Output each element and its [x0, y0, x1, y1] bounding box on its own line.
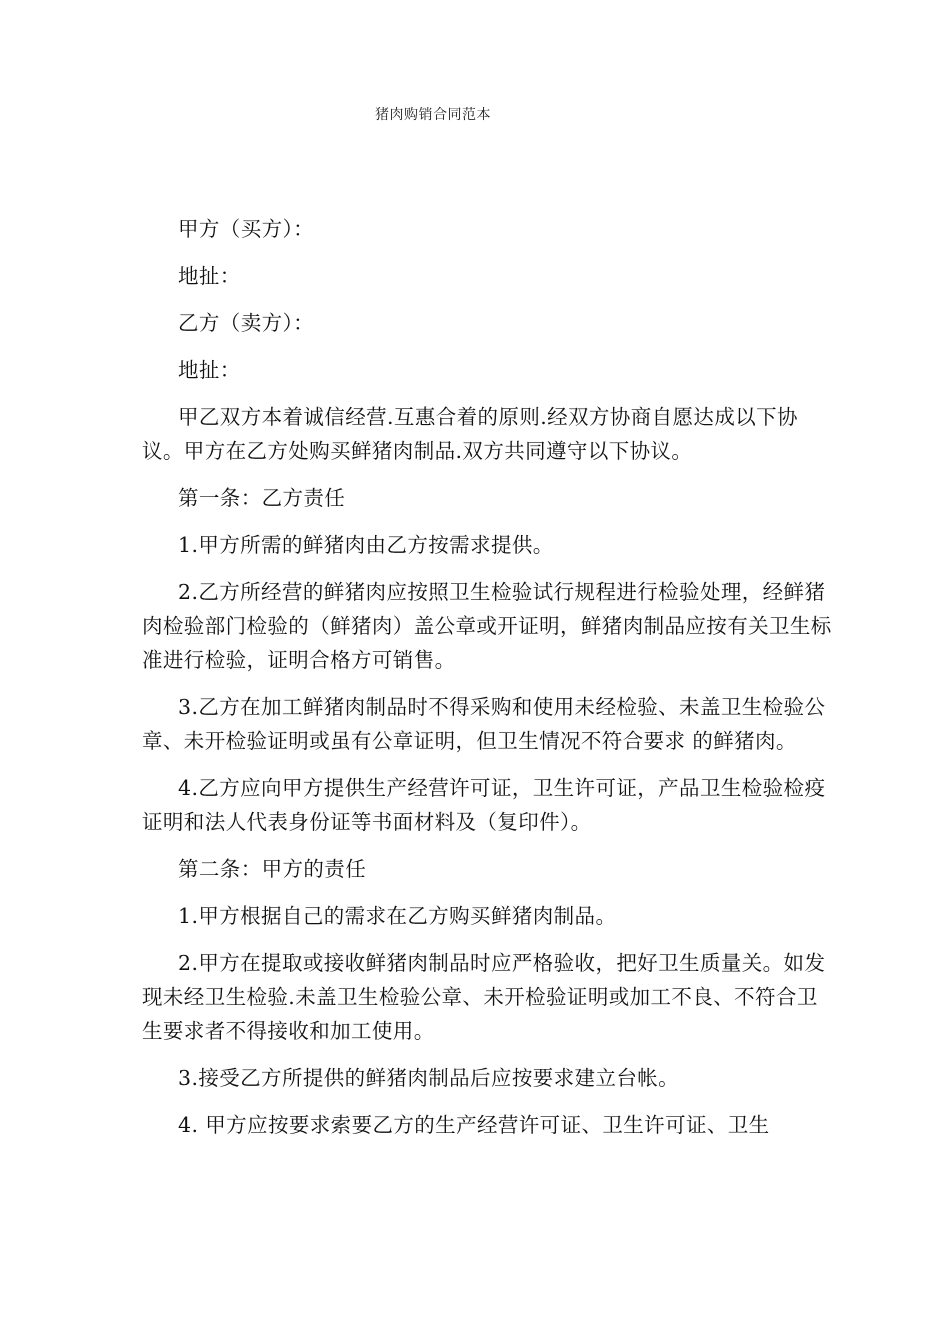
article-one-clause-1: 1.甲方所需的鲜猪肉由乙方按需求提供。 [178, 533, 554, 557]
preamble-paragraph: 甲乙双方本着诚信经营.互惠合着的原则.经双方协商自愿达成以下协议。甲方在乙方处购买鲜猪肉制品.双方共同遵守以下协议。 [142, 405, 798, 463]
party-a-address-label: 地扯： [178, 264, 241, 288]
article-two-heading: 第二条：甲方的责任 [178, 857, 367, 881]
document-body [142, 212, 832, 1155]
party-b-address-label: 地扯： [178, 358, 241, 382]
article-one-clause-4: 4.乙方应向甲方提供生产经营许可证，卫生许可证，产品卫生检验检疫证明和法人代表身份证等书面材料及（复印件）。 [142, 776, 826, 834]
article-two-clause-1: 1.甲方根据自己的需求在乙方购买鲜猪肉制品。 [178, 904, 617, 928]
document-title: 猪肉购销合同范本 [375, 107, 491, 123]
article-two-clause-4: 4. 甲方应按要求索要乙方的生产经营许可证、卫生许可证、卫生 [178, 1113, 770, 1137]
article-one-clause-3: 3.乙方在加工鲜猪肉制品时不得采购和使用未经检验、未盖卫生检验公章、未开检验证明或虽有公章证明，但卫生情况不符合要求 的鲜猪肉。 [142, 695, 826, 753]
article-two-clause-3: 3.接受乙方所提供的鲜猪肉制品后应按要求建立台帐。 [178, 1066, 680, 1090]
article-one-heading: 第一条：乙方责任 [178, 486, 346, 510]
article-one-clause-2: 2.乙方所经营的鲜猪肉应按照卫生检验试行规程进行检验处理，经鲜猪肉检验部门检验的（鲜猪肉）盖公章或开证明，鲜猪肉制品应按有关卫生标准进行检验，证明合格方可销售。 [142, 580, 832, 672]
article-two-clause-2: 2.甲方在提取或接收鲜猪肉制品时应严格验收，把好卫生质量关。如发现未经卫生检验.未盖卫生检验公章、未开检验证明或加工不良、不符合卫生要求者不得接收和加工使用。 [142, 951, 826, 1043]
party-a-label: 甲方（买方）： [178, 217, 315, 241]
party-b-label: 乙方（卖方）： [178, 311, 315, 335]
